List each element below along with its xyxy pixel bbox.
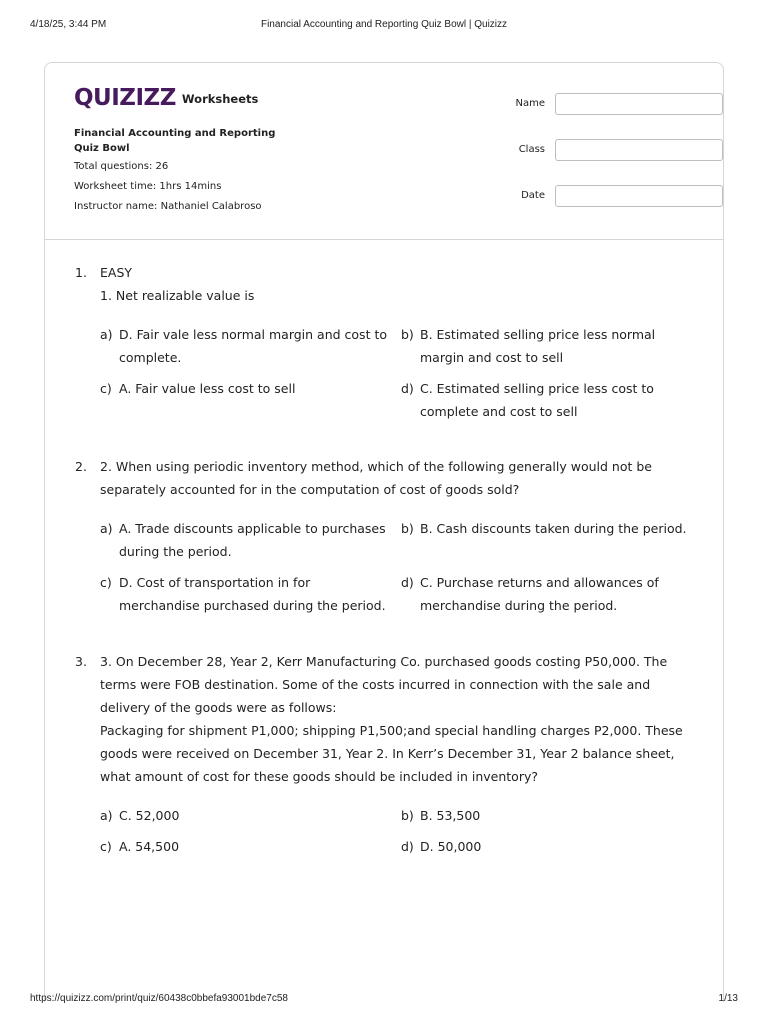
date-label: Date [521,190,545,201]
option-letter: c) [100,839,112,854]
question-number: 2. [75,459,87,474]
question-text: 2. When using periodic inventory method, which of the following generally would not be separately accounted for in the computation of cost of goods sold? [100,459,652,497]
option-letter: d) [401,839,414,854]
option-text: A. Fair value less cost to sell [119,381,296,396]
option-letter: b) [401,521,414,536]
quizizz-logo: QUIZIZZ [74,85,176,111]
name-field [475,93,705,117]
option-letter: d) [401,575,414,590]
class-field [475,139,705,163]
worksheet-header [45,63,723,240]
option-text: C. Purchase returns and allowances of merchandise during the period. [420,575,659,613]
page-number: 1/13 [718,993,738,1004]
date-input[interactable] [555,185,723,207]
total-questions: Total questions: 26 [74,161,169,172]
print-title: Financial Accounting and Reporting Quiz Bowl | Quizizz [260,19,508,30]
instructor-name: Instructor name: Nathaniel Calabroso [74,201,262,212]
option-letter: a) [100,808,113,823]
brand [74,85,258,111]
worksheet [44,62,724,1002]
option-letter: a) [100,521,113,536]
option-text: C. Estimated selling price less cost to complete and cost to sell [420,381,654,419]
option-letter: c) [100,381,112,396]
option-text: A. Trade discounts applicable to purchases during the period. [119,521,386,559]
option-letter: a) [100,327,113,342]
option-text: B. 53,500 [420,808,481,823]
option-text: A. 54,500 [119,839,180,854]
option-letter: b) [401,327,414,342]
option-text: B. Estimated selling price less normal margin and cost to sell [420,327,656,365]
option-letter: c) [100,575,112,590]
logo-tag: Worksheets [181,92,259,106]
question-number: 3. [75,654,87,669]
class-label: Class [518,144,545,155]
print-url: https://quizizz.com/print/quiz/60438c0bbefa93001bde7c58 [30,993,288,1004]
worksheet-time: Worksheet time: 1hrs 14mins [74,181,222,192]
worksheet-title: Financial Accounting and Reporting Quiz Bowl [74,128,276,154]
option-text: C. 52,000 [119,808,180,823]
class-input[interactable] [555,139,723,161]
option-text: D. 50,000 [420,839,482,854]
option-text: D. Fair vale less normal margin and cost to complete. [119,327,387,365]
name-label: Name [515,98,545,109]
option-letter: d) [401,381,414,396]
question-text: 3. On December 28, Year 2, Kerr Manufacturing Co. purchased goods costing P50,000. The terms were FOB destination. Some of the costs incurred in connection with the sale and delivery of the goods were as follows: [100,654,668,715]
question-number: 1. [75,265,87,280]
print-datetime: 4/18/25, 3:44 PM [30,19,107,30]
option-text: B. Cash discounts taken during the period. [420,521,687,536]
question-text-continued: Packaging for shipment P1,000; shipping P1,500;and special handling charges P2,000. These goods were received on December 31, Year 2. In Kerr’s December 31, Year 2 balance sheet, what amount of cost for these goods should be included in inventory? [100,723,683,784]
name-input[interactable] [555,93,723,115]
option-letter: b) [401,808,414,823]
question-difficulty: EASY [100,265,133,280]
option-text: D. Cost of transportation in for merchandise purchased during the period. [119,575,386,613]
question-text: 1. Net realizable value is [100,288,255,303]
date-field [475,185,705,209]
